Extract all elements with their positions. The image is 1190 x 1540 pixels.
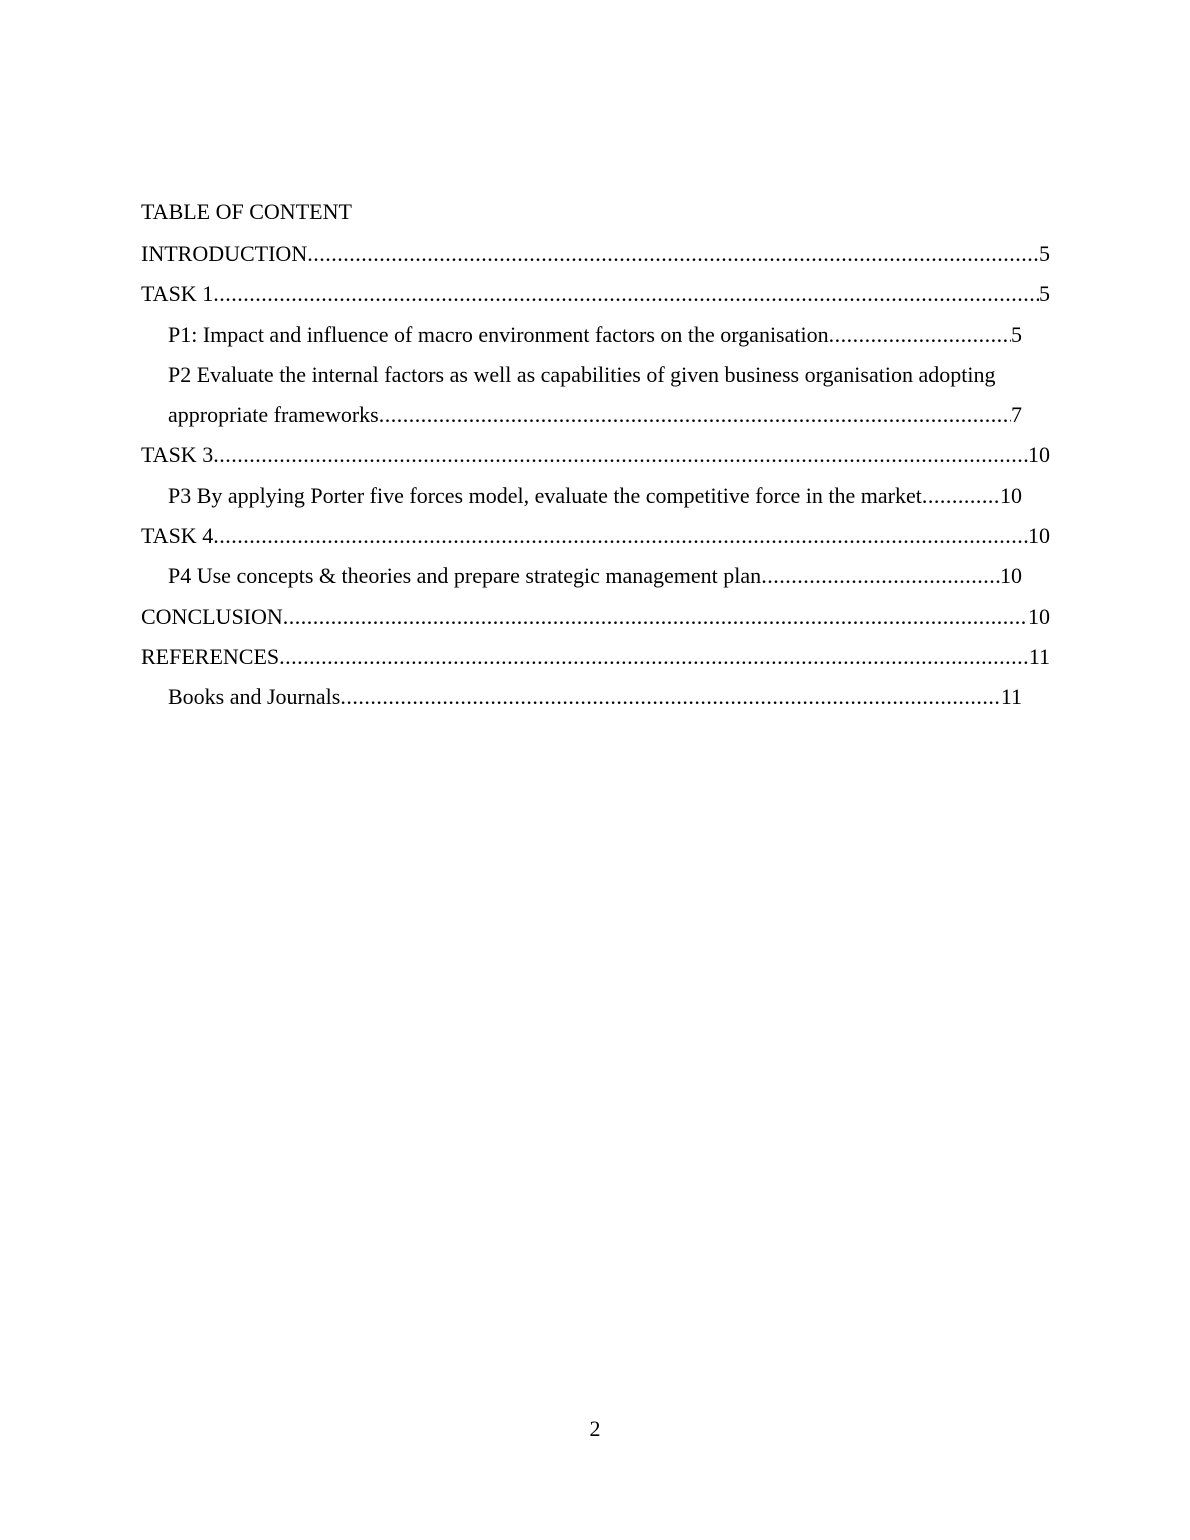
toc-entry-label: P3 By applying Porter five forces model, evaluate the competitive force in the market <box>168 482 922 508</box>
dot-leader <box>829 315 1011 355</box>
table-of-contents <box>141 194 1050 718</box>
toc-entry-task-3[interactable] <box>141 435 1050 475</box>
toc-entry-page: 11 <box>1000 684 1022 710</box>
toc-entry-label: CONCLUSION <box>141 603 283 629</box>
dot-leader <box>279 637 1029 677</box>
dot-leader <box>922 476 1000 516</box>
dot-leader <box>213 274 1039 314</box>
toc-entry-page: 5 <box>1039 241 1050 266</box>
page-number: 2 <box>589 1416 601 1441</box>
toc-entry-label: INTRODUCTION <box>141 241 308 266</box>
toc-entry-task-1[interactable] <box>141 274 1050 314</box>
dot-leader <box>340 677 1000 717</box>
toc-entry-p2-line-2[interactable] <box>141 395 1022 435</box>
dot-leader <box>761 556 1000 596</box>
toc-entry-references[interactable] <box>141 637 1050 677</box>
toc-entry-p3[interactable] <box>141 476 1022 516</box>
toc-entry-label: REFERENCES <box>141 643 280 669</box>
dot-leader <box>283 597 1028 637</box>
toc-entry-page: 7 <box>1011 402 1022 428</box>
toc-entry-introduction[interactable] <box>141 234 1050 274</box>
toc-entry-label: TASK 1 <box>141 281 214 307</box>
toc-entry-page: 10 <box>1028 442 1050 468</box>
toc-entry-label: Books and Journals <box>168 684 341 710</box>
toc-entry-label: TASK 4 <box>141 523 214 549</box>
toc-title: TABLE OF CONTENT <box>141 199 352 224</box>
toc-entry-task-4[interactable] <box>141 516 1050 556</box>
toc-entry-page: 5 <box>1039 281 1050 307</box>
toc-entry-page: 10 <box>1000 482 1022 508</box>
toc-entry-page: 10 <box>1028 523 1050 549</box>
dot-leader <box>307 234 1039 274</box>
dot-leader <box>213 435 1028 475</box>
dot-leader <box>379 395 1011 435</box>
toc-entry-page: 10 <box>1000 563 1022 589</box>
dot-leader <box>213 516 1028 556</box>
toc-entry-books-and-journals[interactable] <box>141 677 1022 717</box>
toc-entry-label: TASK 3 <box>141 442 214 468</box>
toc-entry-page: 10 <box>1028 603 1050 629</box>
toc-entry-label: P1: Impact and influence of macro environment factors on the organisation <box>168 321 829 347</box>
toc-entry-page: 11 <box>1028 643 1050 669</box>
toc-entry-label: appropriate frameworks <box>168 402 379 428</box>
toc-entry-p2-line-1[interactable] <box>141 355 1050 395</box>
toc-entry-p4[interactable] <box>141 556 1022 596</box>
toc-entry-page: 5 <box>1011 321 1022 347</box>
toc-entry-conclusion[interactable] <box>141 597 1050 637</box>
toc-entry-label: P4 Use concepts & theories and prepare strategic management plan <box>168 563 762 589</box>
toc-entry-p1[interactable] <box>141 315 1022 355</box>
toc-entry-label: P2 Evaluate the internal factors as well as capabilities of given business organisation adopting <box>168 361 996 387</box>
